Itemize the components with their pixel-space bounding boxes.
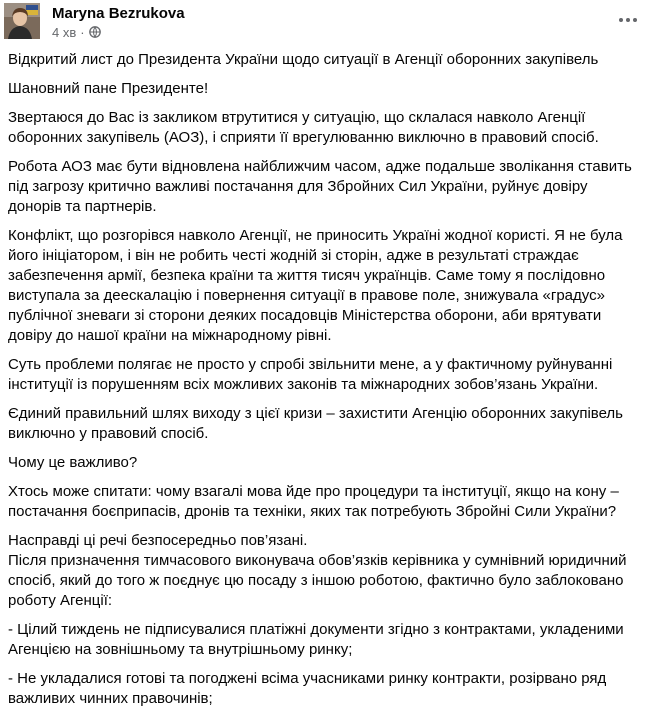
globe-icon[interactable]	[89, 26, 101, 38]
post-paragraph: Звертаюся до Вас із закликом втрутитися у ситуацію, що склалася навколо Агенції оборонних закупівель (АОЗ), і сприяти її врегулюванню виключно в правовий спосіб.	[8, 109, 599, 146]
meta-separator: ·	[80, 24, 85, 40]
post-paragraph: Конфлікт, що розгорівся навколо Агенції, не приносить Україні жодної користі. Я не була його ініціатором, і він не робить честі жодній зі сторін, адже в результаті страждає забезпечення армії, безпека країни та життя тисяч українців. Саме тому я послідовно виступала за деескалацію і повернення ситуації в правове поле, знижувала «градус» публічної зневаги зі сторони деяких посадовців Міністерства оборони, аби врятувати довіру до нашої країни на міжнародному рівні.	[8, 227, 623, 344]
post-paragraph: Відкритий лист до Президента України щодо ситуації в Агенції оборонних закупівель	[8, 51, 599, 68]
post-paragraph: Насправді ці речі безпосередньо пов’язані.	[8, 532, 308, 549]
author-name[interactable]: Maryna Bezrukova	[52, 5, 185, 22]
avatar[interactable]	[4, 3, 40, 39]
post-paragraph: Хтось може спитати: чому взагалі мова йде про процедури та інституції, якщо на кону – постачання боєприпасів, дронів та техніки, яких так потребують Збройні Сили України?	[8, 483, 619, 520]
post-paragraph: Чому це важливо?	[8, 454, 138, 471]
post-paragraph: Робота АОЗ має бути відновлена найближчим часом, адже подальше зволікання ставить під загрозу критично важливі постачання для Збройних Сил України, руйнує довіру донорів та партнерів.	[8, 158, 632, 215]
post-paragraph: Після призначення тимчасового виконувача обов’язків керівника у сумнівний юридичний спосіб, який до того ж поєднує цю посаду з іншою роботою, фактично було заблоковано роботу Агенції:	[8, 552, 627, 609]
post-paragraph: - Цілий тиждень не підписувалися платіжні документи згідно з контрактами, укладеними Агенцією на зовнішньому та внутрішньому ринку;	[8, 621, 624, 658]
post-paragraph: - Не укладалися готові та погоджені всіма учасниками ринку контракти, розірвано ряд важливих чинних правочинів;	[8, 670, 607, 707]
post-time[interactable]: 4 хв	[52, 24, 77, 40]
post-header	[0, 0, 650, 44]
post-paragraph: Суть проблеми полягає не просто у спробі звільнити мене, а у фактичному руйнуванні інституції із порушенням всіх можливих законів та міжнародних зобов’язань України.	[8, 356, 613, 393]
post-paragraph: Шановний пане Президенте!	[8, 80, 209, 97]
post-meta	[52, 24, 101, 40]
post-text	[8, 50, 638, 718]
post-paragraph: Єдиний правильний шлях виходу з цієї кризи – захистити Агенцію оборонних закупівель виключно у правовий спосіб.	[8, 405, 623, 442]
more-options-icon[interactable]	[616, 12, 640, 28]
avatar-photo	[4, 3, 40, 39]
